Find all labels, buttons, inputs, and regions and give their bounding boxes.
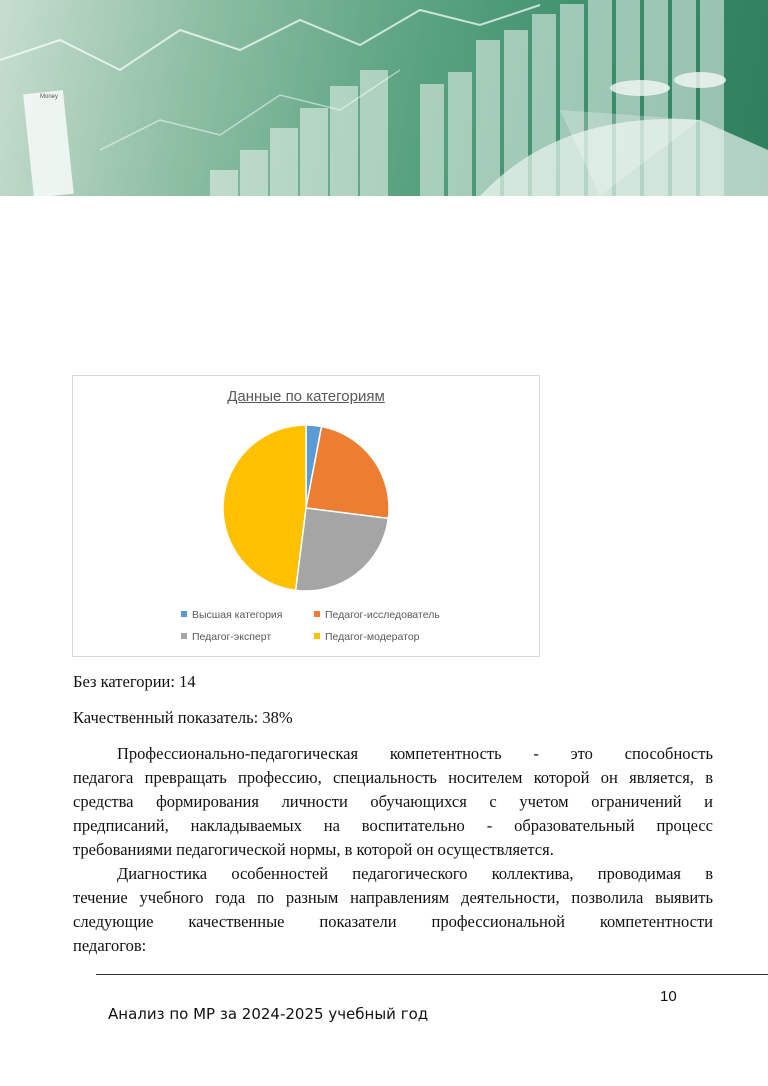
footer-title: Анализ по МР за 2024-2025 учебный год bbox=[108, 1005, 429, 1023]
legend-label-4: Педагог-модератор bbox=[325, 631, 420, 643]
chart-title: Данные по категориям bbox=[227, 388, 385, 405]
legend-swatch-1 bbox=[181, 611, 187, 617]
legend-label-1: Высшая категория bbox=[192, 609, 283, 621]
legend-swatch-4 bbox=[314, 633, 320, 639]
paragraph-line: педагогов: bbox=[73, 936, 147, 955]
paragraph-diagnostics bbox=[73, 862, 713, 958]
banner-illustration bbox=[0, 0, 768, 196]
legend-item-1 bbox=[181, 609, 282, 621]
paragraph-line: Диагностика особенностей педагогического коллектива, проводимая в bbox=[117, 864, 713, 883]
legend-item-2 bbox=[314, 609, 440, 621]
paragraph-line: предписаний, накладываемых на воспитательно - образовательный процесс bbox=[73, 816, 713, 835]
paragraph-line: течение учебного года по разным направлениям деятельности, позволила выявить bbox=[73, 888, 713, 907]
category-pie-chart bbox=[72, 375, 540, 657]
legend-item-3 bbox=[181, 631, 271, 643]
header-banner-image bbox=[0, 0, 768, 196]
quality-indicator-line: Качественный показатель: 38% bbox=[73, 708, 293, 727]
no-category-line: Без категории: 14 bbox=[73, 672, 196, 691]
legend-label-2: Педагог-исследователь bbox=[325, 609, 440, 621]
footer-divider bbox=[96, 974, 768, 975]
paragraph-line: средства формирования личности обучающихся с учетом ограничений и bbox=[73, 792, 713, 811]
legend-swatch-3 bbox=[181, 633, 187, 639]
paragraph-line: Профессионально-педагогическая компетентность - это способность bbox=[117, 744, 713, 763]
paragraph-line: педагога превращать профессию, специальность носителем которой он является, в bbox=[73, 768, 713, 787]
paragraph-line: следующие качественные показатели профессиональной компетентности bbox=[73, 912, 713, 931]
chart-legend bbox=[73, 376, 539, 656]
legend-item-4 bbox=[314, 631, 420, 643]
paragraph-competence bbox=[73, 742, 713, 862]
banner-tag: Money bbox=[40, 94, 59, 100]
legend-label-3: Педагог-эксперт bbox=[192, 631, 272, 643]
paragraph-line: требованиями педагогической нормы, в которой он осуществляется. bbox=[73, 840, 554, 859]
legend-swatch-2 bbox=[314, 611, 320, 617]
page-number: 10 bbox=[660, 988, 677, 1005]
